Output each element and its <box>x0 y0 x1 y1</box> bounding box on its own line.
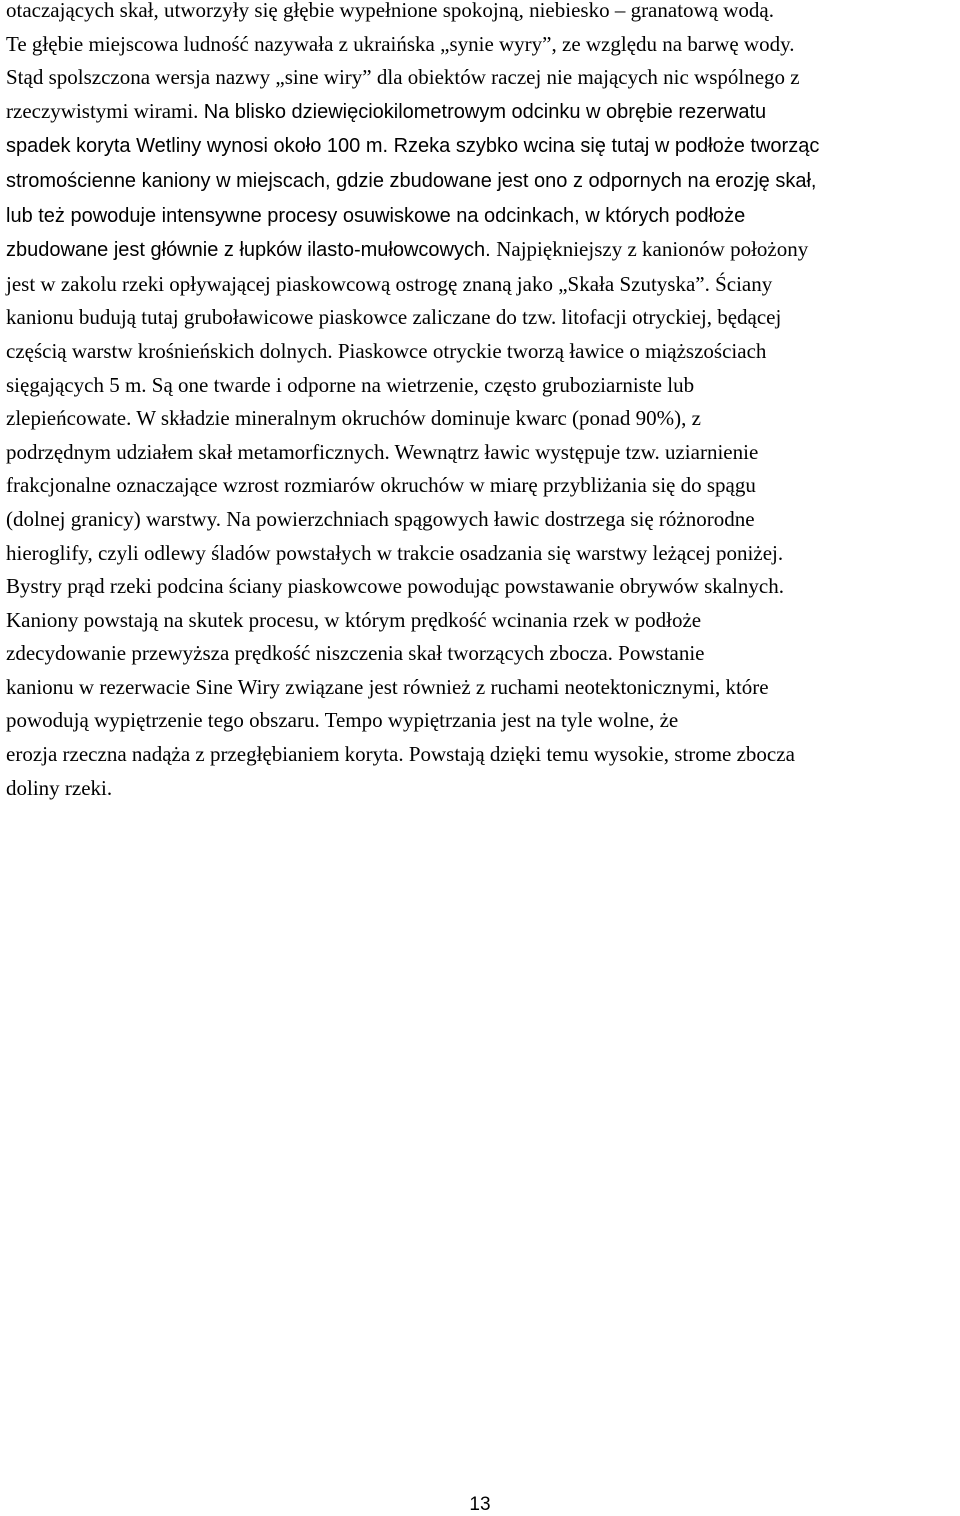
text-run: stromościenne kaniony w miejscach, gdzie zbudowane jest ono z odpornych na erozję skał, <box>6 169 817 192</box>
text-line <box>6 164 956 199</box>
page-number: 13 <box>469 1494 491 1515</box>
text-line <box>6 503 956 537</box>
text-run: Stąd spolszczona wersja nazwy „sine wiry” dla obiektów raczej nie mających nic wspólnego z <box>6 65 800 90</box>
text-line <box>6 436 956 470</box>
text-line <box>6 95 956 130</box>
text-line <box>6 0 956 28</box>
text-run: erozja rzeczna nadąża z przegłębianiem koryta. Powstają dzięki temu wysokie, strome zbocza <box>6 742 795 767</box>
text-run: kanionu budują tutaj gruboławicowe piaskowce zaliczane do tzw. litofacji otryckiej, będącej <box>6 305 782 330</box>
text-line <box>6 772 956 806</box>
text-run: kanionu w rezerwacie Sine Wiry związane jest również z ruchami neotektonicznymi, które <box>6 674 769 699</box>
text-line <box>6 335 956 369</box>
text-line <box>6 704 956 738</box>
text-run: (dolnej granicy) warstwy. Na powierzchniach spągowych ławic dostrzega się różnorodne <box>6 506 755 531</box>
text-line <box>6 637 956 671</box>
text-run: częścią warstw krośnieńskich dolnych. Piaskowce otryckie tworzą ławice o miąższościach <box>6 338 767 363</box>
text-run: zlepieńcowate. W składzie mineralnym okruchów dominuje kwarc (ponad 90%), z <box>6 406 701 431</box>
text-run: rzeczywistymi wirami. <box>6 98 204 123</box>
text-run: Bystry prąd rzeki podcina ściany piaskowcowe powodując powstawanie obrywów skalnych. <box>6 574 784 599</box>
text-run: lub też powoduje intensywne procesy osuwiskowe na odcinkach, w których podłoże <box>6 204 746 227</box>
text-line <box>6 301 956 335</box>
text-run: otaczających skał, utworzyły się głębie wypełnione spokojną, niebiesko – granatową wodą. <box>6 0 775 22</box>
text-run: Najpiękniejszy z kanionów położony <box>496 237 809 262</box>
text-run: Te głębie miejscowa ludność nazywała z ukraińska „synie wyry”, ze względu na barwę wody. <box>6 31 795 56</box>
text-run: hieroglify, czyli odlewy śladów powstałych w trakcie osadzania się warstwy leżącej poniżej. <box>6 540 784 565</box>
text-run: spadek koryta Wetliny wynosi około 100 m. <box>6 135 394 158</box>
text-line <box>6 402 956 436</box>
body-text <box>6 0 956 805</box>
text-run: Na blisko dziewięciokilometrowym odcinku w obrębie rezerwatu <box>203 100 767 123</box>
text-line <box>6 604 956 638</box>
text-run: sięgających 5 m. Są one twarde i odporne na wietrzenie, często gruboziarniste lub <box>6 372 695 397</box>
text-run: podrzędnym udziałem skał metamorficznych. Wewnątrz ławic występuje tzw. uziarnienie <box>6 439 759 464</box>
text-line <box>6 233 956 268</box>
text-line <box>6 268 956 302</box>
text-line <box>6 537 956 571</box>
text-run: Rzeka szybko wcina się tutaj w podłoże tworząc <box>393 135 820 158</box>
text-run: jest w zakolu rzeki opływającej piaskowcową ostrogę znaną jako „Skała Szutyska”. Ściany <box>6 271 773 296</box>
text-run: zdecydowanie przewyższa prędkość niszczenia skał tworzących zbocza. Powstanie <box>6 641 705 666</box>
text-line <box>6 199 956 234</box>
text-run: zbudowane jest głównie z łupków ilasto-mułowcowych. <box>6 239 497 262</box>
text-line <box>6 28 956 62</box>
text-line <box>6 469 956 503</box>
text-line <box>6 570 956 604</box>
text-line <box>6 369 956 403</box>
text-run: frakcjonalne oznaczające wzrost rozmiarów okruchów w miarę przybliżania się do spągu <box>6 473 756 498</box>
text-run: Kaniony powstają na skutek procesu, w którym prędkość wcinania rzek w podłoże <box>6 607 702 632</box>
text-line <box>6 671 956 705</box>
text-run: doliny rzeki. <box>6 775 113 800</box>
text-line <box>6 129 956 164</box>
text-run: powodują wypiętrzenie tego obszaru. Tempo wypiętrzania jest na tyle wolne, że <box>6 708 679 733</box>
text-line <box>6 738 956 772</box>
text-line <box>6 61 956 95</box>
